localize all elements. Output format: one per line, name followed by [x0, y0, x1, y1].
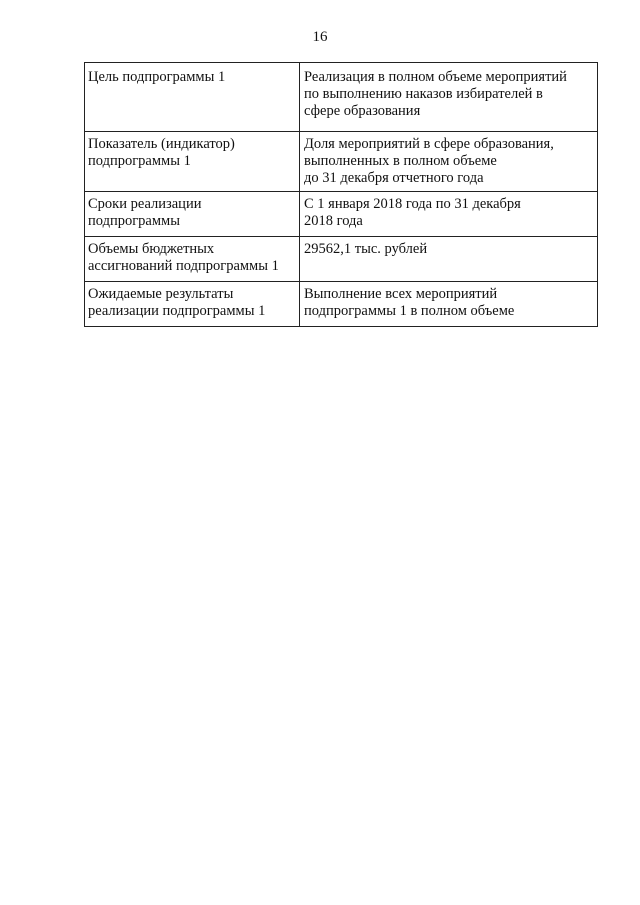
table-row	[85, 237, 598, 282]
row-label: Сроки реализации подпрограммы	[85, 192, 300, 237]
table-row	[85, 282, 598, 327]
row-label: Объемы бюджетных ассигнований подпрограммы 1	[85, 237, 300, 282]
page-number: 16	[312, 29, 328, 45]
row-value: Доля мероприятий в сфере образования, выполненных в полном объеме до 31 декабря отчетного года	[300, 132, 598, 192]
row-label: Показатель (индикатор) подпрограммы 1	[85, 132, 300, 192]
table-row	[85, 132, 598, 192]
row-value: Реализация в полном объеме мероприятий по выполнению наказов избирателей в сфере образования	[300, 63, 598, 132]
table-row	[85, 192, 598, 237]
row-value: С 1 января 2018 года по 31 декабря 2018 года	[300, 192, 598, 237]
row-label: Цель подпрограммы 1	[85, 63, 300, 132]
table-row	[85, 63, 598, 132]
row-value: Выполнение всех мероприятий подпрограммы 1 в полном объеме	[300, 282, 598, 327]
subprogram-passport-table	[84, 62, 598, 327]
row-value: 29562,1 тыс. рублей	[300, 237, 598, 282]
row-label: Ожидаемые результаты реализации подпрограммы 1	[85, 282, 300, 327]
